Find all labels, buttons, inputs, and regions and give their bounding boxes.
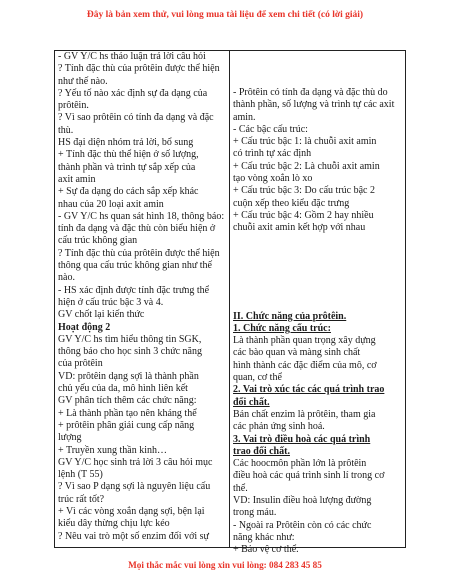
text-line: + Vì các vòng xoắn dạng sợi, bện lại: [58, 505, 205, 517]
teacher-student-activities-column: [58, 51, 227, 543]
text-line: GV Y/C hs tìm hiểu thông tin SGK,: [58, 333, 202, 345]
text-line: thông qua cấu trúc không gian như thế: [58, 260, 212, 272]
text-line: + Cấu trúc bậc 2: Là chuỗi axit amin: [233, 160, 380, 172]
text-line: nào.: [58, 272, 75, 284]
text-line: amin.: [233, 111, 256, 123]
text-line: trúc rất tốt?: [58, 493, 105, 505]
text-line: của prôtêin: [58, 358, 103, 370]
text-line: các bào quan và màng sinh chất: [233, 347, 361, 359]
text-line: + Cấu trúc bậc 4: Gồm 2 hay nhiều: [233, 209, 374, 221]
text-line: VD: prôtêin dạng sợi là thành phần: [58, 370, 199, 382]
text-line: như thế nào.: [58, 75, 108, 87]
text-line: HS đại diện nhóm trả lời, bổ sung: [58, 137, 194, 149]
text-line: prôtêin.: [58, 100, 89, 112]
text-line: có trình tự xác định: [233, 148, 312, 160]
text-line: năng khác như:: [233, 531, 295, 543]
preview-notice: Đây là bản xem thử, vui lòng mua tài liệu để xem chi tiết (có lời giải): [86, 10, 364, 20]
function-2-title: 2. Vai trò xúc tác các quá trình trao: [233, 384, 385, 396]
text-line: Các hoocmôn phần lớn là prôtêin: [233, 458, 367, 470]
text-line: + Là thành phần tạo nên kháng thể: [58, 407, 197, 419]
text-line: ? Nêu vai trò một số enzim đối với sự: [58, 530, 209, 542]
text-line: lượng: [58, 432, 82, 444]
contact-notice: Mọi thắc mắc vui lòng xin vui lòng: 084 283 45 85: [128, 560, 322, 570]
text-line: thông báo cho học sinh 3 chức năng: [58, 346, 202, 358]
text-line: GV Y/C học sinh trả lời 3 câu hỏi mục: [58, 456, 213, 468]
text-line: - HS xác định được tính đặc trưng thể: [58, 284, 210, 296]
text-line: - GV Y/C hs quan sát hình 18, thông báo:: [58, 210, 225, 222]
text-line: axit amin: [58, 173, 96, 185]
text-line: ? Tính đặc thù của prôtêin được thể hiện: [58, 63, 220, 75]
text-line: ? Tính đặc thù của prôtêin được thể hiện: [58, 247, 220, 259]
text-line: + Cấu trúc bậc 1: là chuỗi axit amin: [233, 136, 377, 148]
text-line: ? Vì sao prôtêin có tính đa dạng và đặc: [58, 112, 214, 124]
text-line: ? Yếu tố nào xác định sự đa dạng của: [58, 87, 208, 99]
text-line: - Prôtêin có tính đa dạng và đặc thù do: [233, 87, 388, 98]
text-line: thù.: [58, 124, 74, 136]
text-line: VD: Insulin điều hoà lượng đường: [233, 495, 372, 507]
text-line: + Cấu trúc bậc 3: Do cấu trúc bậc 2: [233, 185, 375, 197]
text-line: - GV Y/C hs thảo luận trả lời câu hỏi: [58, 51, 206, 62]
column-divider: [229, 51, 230, 547]
text-line: thành phần, số lượng và trình tự các axit: [233, 99, 395, 111]
text-line: thành phần và trình tự sắp xếp của: [58, 161, 196, 173]
text-line: ? Vì sao P dạng sợi là nguyên liệu cấu: [58, 481, 211, 493]
text-line: + prôtêin phân giải cung cấp năng: [58, 419, 195, 431]
function-3-title-cont: trao đổi chất.: [233, 445, 290, 457]
text-line: Là thành phần quan trọng xây dựng: [233, 335, 376, 347]
content-column: [233, 51, 403, 557]
text-line: hình thành các đặc điểm của mô, cơ: [233, 359, 377, 371]
text-line: + Bảo vệ cơ thể.: [233, 544, 299, 556]
text-line: + Sự đa dạng do cách sắp xếp khác: [58, 186, 199, 198]
text-line: Bản chất enzim là prôtêin, tham gia: [233, 408, 376, 420]
text-line: thể.: [233, 482, 248, 494]
text-line: tạo vòng xoắn lò xo: [233, 173, 313, 185]
text-line: - Ngoài ra Prôtêin còn có các chức: [233, 519, 372, 531]
text-line: điều hoà các quá trình sinh lí trong cơ: [233, 470, 385, 482]
text-line: trong máu.: [233, 507, 277, 519]
lesson-table: [54, 50, 406, 556]
text-line: tính đa dạng và đặc thù còn biểu hiện ở: [58, 223, 216, 235]
text-line: cuộn xếp theo kiểu đặc trưng: [233, 197, 350, 209]
text-line: kiểu dây thừng chịu lực kéo: [58, 518, 170, 530]
text-line: GV phân tích thêm các chức năng:: [58, 395, 197, 407]
function-1-title: 1. Chức năng cấu trúc:: [233, 322, 331, 334]
function-2-title-cont: đổi chất.: [233, 396, 270, 408]
text-line: chuỗi axit amin kết hợp với nhau: [233, 222, 366, 234]
text-line: - Các bậc cấu trúc:: [233, 123, 308, 135]
text-line: + Truyền xung thần kinh…: [58, 444, 167, 456]
text-line: quan, cơ thể: [233, 372, 282, 384]
text-line: chủ yếu của da, mô hình liên kết: [58, 383, 188, 395]
function-3-title: 3. Vai trò điều hoà các quá trình: [233, 433, 371, 445]
text-line: GV chốt lại kiến thức: [58, 309, 145, 321]
section-title: II. Chức năng của prôtêin.: [233, 310, 347, 322]
text-line: nhau của 20 loại axit amin: [58, 198, 164, 210]
text-line: cấu trúc không gian: [58, 235, 138, 247]
text-line: lệnh (T 55): [58, 469, 103, 481]
text-line: các phản ứng sinh hoá.: [233, 421, 325, 433]
activity-2-heading: Hoạt động 2: [58, 321, 111, 333]
text-line: + Tính đặc thù thể hiện ở số lượng,: [58, 149, 199, 161]
text-line: hiện ở cấu trúc bậc 3 và 4.: [58, 296, 164, 308]
